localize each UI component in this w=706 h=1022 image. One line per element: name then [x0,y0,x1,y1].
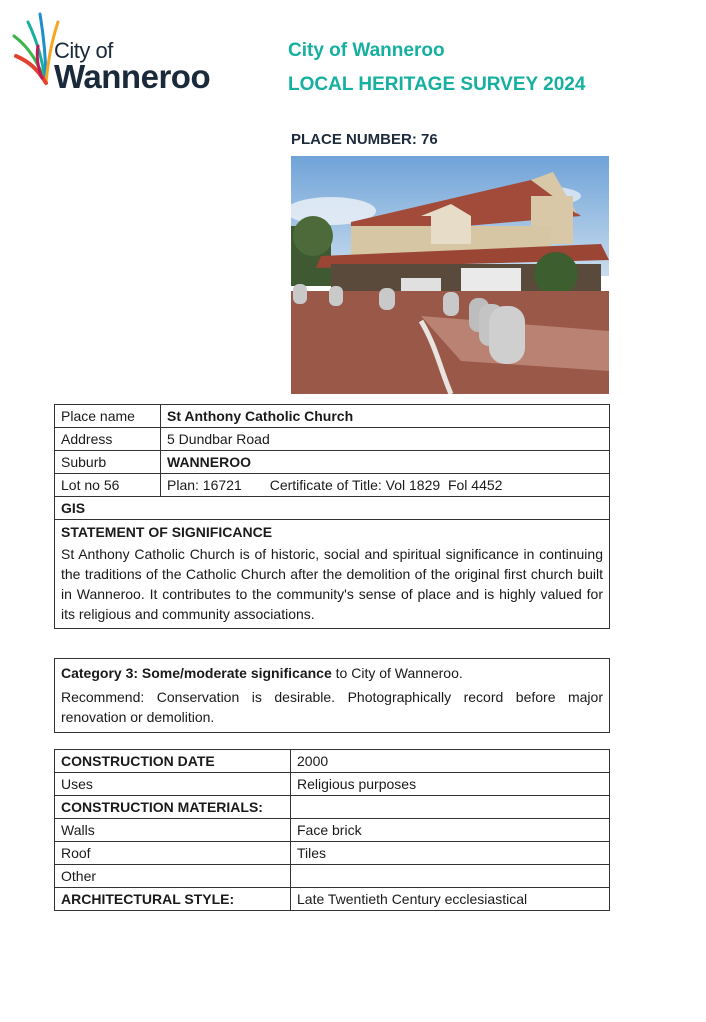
walls-value: Face brick [291,819,610,842]
category-cell [55,659,610,733]
address-value: 5 Dundbar Road [161,428,610,451]
recommend-text: Recommend: Conservation is desirable. Photographically record before major renovation or demolition. [61,689,603,725]
suburb-value: WANNEROO [161,451,610,474]
uses-value: Religious purposes [291,773,610,796]
table-row [55,451,610,474]
construction-date-label: CONSTRUCTION DATE [55,750,291,773]
category-rest: to City of Wanneroo. [331,665,463,681]
table-row [55,428,610,451]
lot-label: Lot no 56 [55,474,161,497]
logo-text-line2: Wanneroo [54,58,211,95]
other-label: Other [55,865,291,888]
roof-label: Roof [55,842,291,865]
roof-value: Tiles [291,842,610,865]
address-label: Address [55,428,161,451]
uses-label: Uses [55,773,291,796]
city-logo [8,8,228,95]
materials-label: CONSTRUCTION MATERIALS: [55,796,291,819]
place-name-label: Place name [55,405,161,428]
logo-text-line1: City of [54,38,113,63]
place-name-value: St Anthony Catholic Church [161,405,610,428]
certificate-value: Certificate of Title: Vol 1829 Fol 4452 [269,477,503,493]
place-details-table [54,404,610,629]
construction-table [54,749,610,911]
walls-label: Walls [55,819,291,842]
table-row [55,520,610,629]
significance-body: is of historic, social and spiritual significance in continuing the traditions of the Catholic Church after the demolition of the original first church built in Wanneroo. It contributes to the community's sense of place and is highly valued for its religious and community associations. [61,546,603,622]
place-number: PLACE NUMBER: 76 [291,131,438,148]
table-row [55,773,610,796]
construction-date-value: 2000 [291,750,610,773]
significance-text [61,544,603,624]
table-row [55,474,610,497]
materials-value [291,796,610,819]
table-row [55,865,610,888]
survey-title: LOCAL HERITAGE SURVEY 2024 [288,74,586,95]
significance-cell [55,520,610,629]
suburb-label: Suburb [55,451,161,474]
church-photo [291,156,609,394]
table-row [55,796,610,819]
table-row [55,888,610,911]
category-line [61,663,603,683]
style-value: Late Twentieth Century ecclesiastical [291,888,610,911]
category-table [54,658,610,733]
style-label: ARCHITECTURAL STYLE: [55,888,291,911]
table-row [55,842,610,865]
significance-subject: St Anthony Catholic Church [61,546,235,562]
table-row [55,750,610,773]
plan-value: Plan: 16721 [167,477,242,493]
other-value [291,865,610,888]
significance-heading: STATEMENT OF SIGNIFICANCE [61,524,273,540]
table-row [55,405,610,428]
category-title: Category 3: Some/moderate significance [61,665,332,681]
table-row [55,497,610,520]
table-row [55,819,610,842]
org-title: City of Wanneroo [288,40,445,61]
gis-label: GIS [55,497,610,520]
table-row [55,659,610,733]
plan-cell [161,474,610,497]
